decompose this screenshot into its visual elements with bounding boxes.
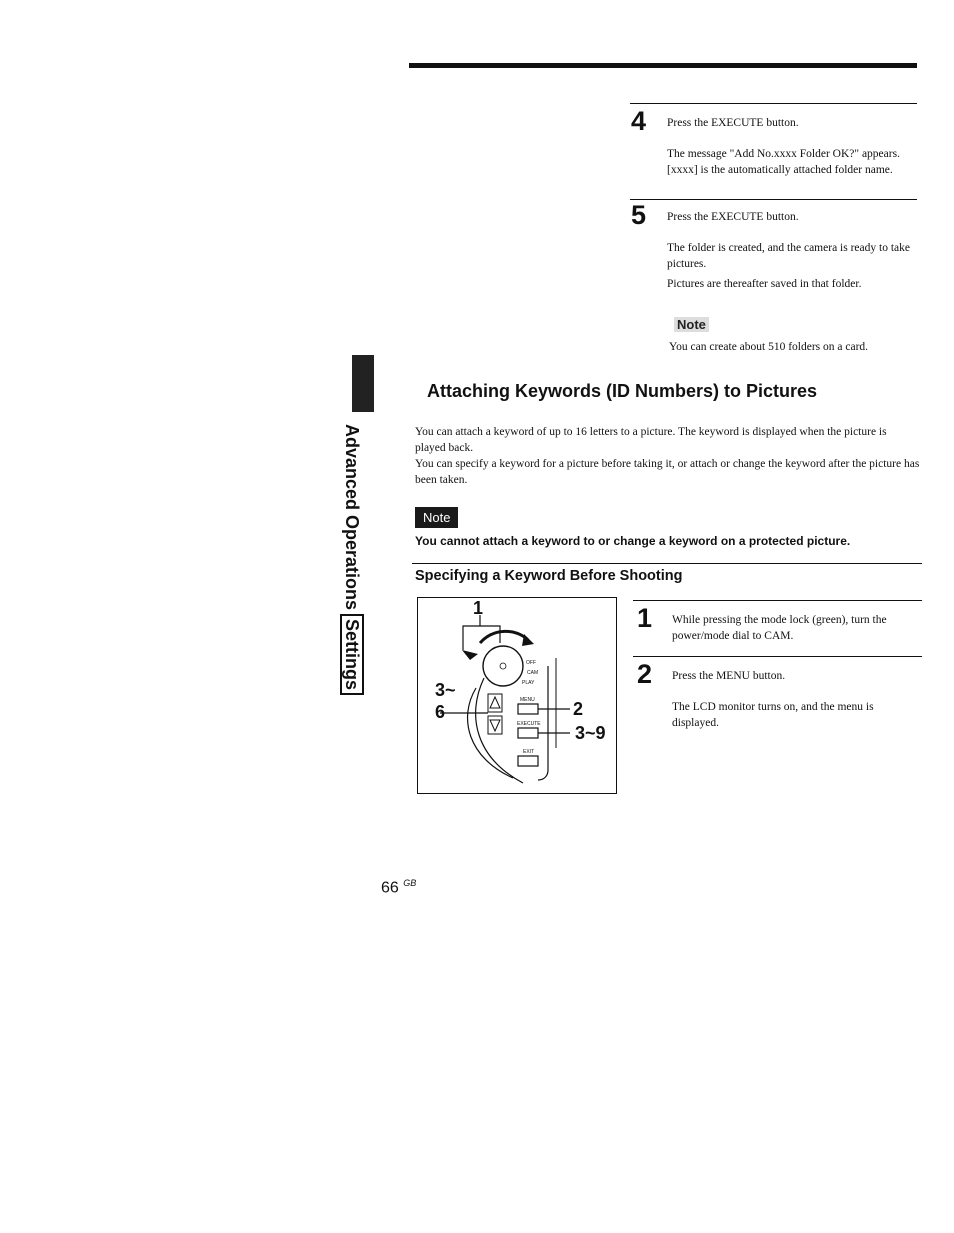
step-detail-2: Pictures are thereafter saved in that folder. — [667, 278, 862, 290]
side-section-label: Advanced Operations — [342, 424, 362, 611]
step-number: 4 — [631, 106, 647, 136]
callout-step-2: 2 — [573, 699, 584, 719]
execute-button-label: EXECUTE — [517, 721, 541, 727]
page-number — [381, 878, 416, 897]
note-text: You cannot attach a keyword to or change a keyword on a protected picture. — [415, 534, 851, 548]
callout-step-6: 6 — [435, 702, 446, 722]
section-paragraph: You can attach a keyword of up to 16 letters to a picture. The keyword is displayed when the picture is played back. — [415, 426, 887, 454]
step-rule — [633, 600, 922, 601]
camera-dial-diagram — [417, 597, 617, 794]
step-number: 5 — [631, 200, 647, 230]
step-number: 1 — [637, 603, 653, 633]
section-tab-marker — [352, 355, 374, 412]
step-detail: The message "Add No.xxxx Folder OK?" appears. [xxxx] is the automatically attached folder name. — [667, 148, 900, 176]
step-instruction: Press the EXECUTE button. — [667, 117, 799, 129]
subsection-title: Specifying a Keyword Before Shooting — [415, 568, 683, 584]
note-text: You can create about 510 folders on a card. — [669, 341, 869, 353]
side-tab-label — [341, 424, 362, 695]
step-instruction: Press the MENU button. — [672, 670, 786, 682]
callout-step-1: 1 — [473, 598, 484, 618]
step-rule — [630, 199, 917, 200]
page-region: GB — [403, 878, 417, 888]
callout-step-3-6: 3~ — [435, 680, 456, 700]
side-subsection-label: Settings — [340, 614, 364, 695]
step-detail: The folder is created, and the camera is ready to take pictures. — [667, 242, 910, 270]
dial-play-label: PLAY — [522, 680, 535, 686]
dial-off-label: OFF — [526, 660, 536, 666]
step-instruction: While pressing the mode lock (green), turn the power/mode dial to CAM. — [672, 614, 887, 642]
header-rule — [409, 63, 917, 68]
section-rule — [412, 563, 922, 564]
page-number-value: 66 — [381, 879, 399, 897]
callout-step-3-9: 3~9 — [575, 723, 606, 743]
step-instruction: Press the EXECUTE button. — [667, 211, 799, 223]
step-rule — [630, 103, 917, 104]
exit-button-label: EXIT — [523, 749, 535, 755]
step-detail: The LCD monitor turns on, and the menu is displayed. — [672, 701, 874, 729]
step-rule — [633, 656, 922, 657]
note-label: Note — [674, 317, 709, 332]
step-number: 2 — [637, 659, 653, 689]
section-paragraph: You can specify a keyword for a picture before taking it, or attach or change the keyword after the picture has been taken. — [415, 458, 920, 486]
section-title: Attaching Keywords (ID Numbers) to Pictures — [427, 381, 818, 401]
dial-cam-label: CAM — [527, 670, 539, 676]
note-label: Note — [415, 507, 458, 528]
menu-button-label: MENU — [520, 697, 535, 703]
